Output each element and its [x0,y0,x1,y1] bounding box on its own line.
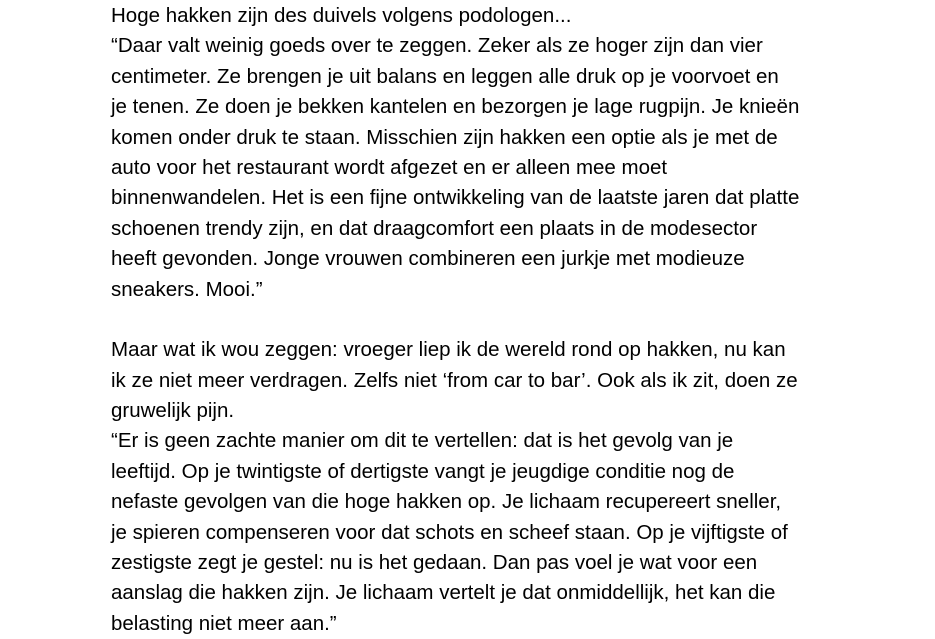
text-line: “Daar valt weinig goeds over te zeggen. Zeker als ze hoger zijn dan vier [111,34,763,58]
text-line: aanslag die hakken zijn. Je lichaam vertelt je dat onmiddellijk, het kan die [111,581,776,605]
text-line: schoenen trendy zijn, en dat draagcomfort een plaats in de modesector [111,216,758,240]
text-line: Hoge hakken zijn des duivels volgens podologen... [111,4,572,27]
text-line: sneakers. Mooi.” [111,277,263,301]
text-line: Maar wat ik wou zeggen: vroeger liep ik de wereld rond op hakken, nu kan [111,338,786,362]
text-line: ik ze niet meer verdragen. Zelfs niet ‘from car to bar’. Ook als ik zit, doen ze [111,368,798,392]
text-line: zestigste zegt je gestel: nu is het gedaan. Dan pas voel je wat voor een [111,551,758,575]
paragraph-spacer [111,305,911,335]
text-line: “Er is geen zachte manier om dit te vertellen: dat is het gevolg van je [111,429,734,453]
text-line: je tenen. Ze doen je bekken kantelen en bezorgen je lage rugpijn. Je knieën [111,95,800,119]
text-line: nefaste gevolgen van die hoge hakken op. Je lichaam recupereert sneller, [111,490,782,514]
text-line: centimeter. Ze brengen je uit balans en leggen alle druk op je voorvoet en [111,64,779,88]
text-line: komen onder druk te staan. Misschien zijn hakken een optie als je met de [111,125,778,149]
text-line: gruwelijk pijn. [111,399,235,423]
text-line: auto voor het restaurant wordt afgezet en er alleen mee moet [111,155,668,179]
text-line: belasting niet meer aan.” [111,611,337,635]
text-line: heeft gevonden. Jonge vrouwen combineren een jurkje met modieuze [111,247,745,271]
text-line: leeftijd. Op je twintigste of dertigste vangt je jeugdige conditie nog de [111,459,735,483]
article-text [111,1,911,639]
text-line: je spieren compenseren voor dat schots en scheef staan. Op je vijftigste of [111,520,788,544]
text-line: binnenwandelen. Het is een fijne ontwikkeling van de laatste jaren dat platte [111,186,800,210]
